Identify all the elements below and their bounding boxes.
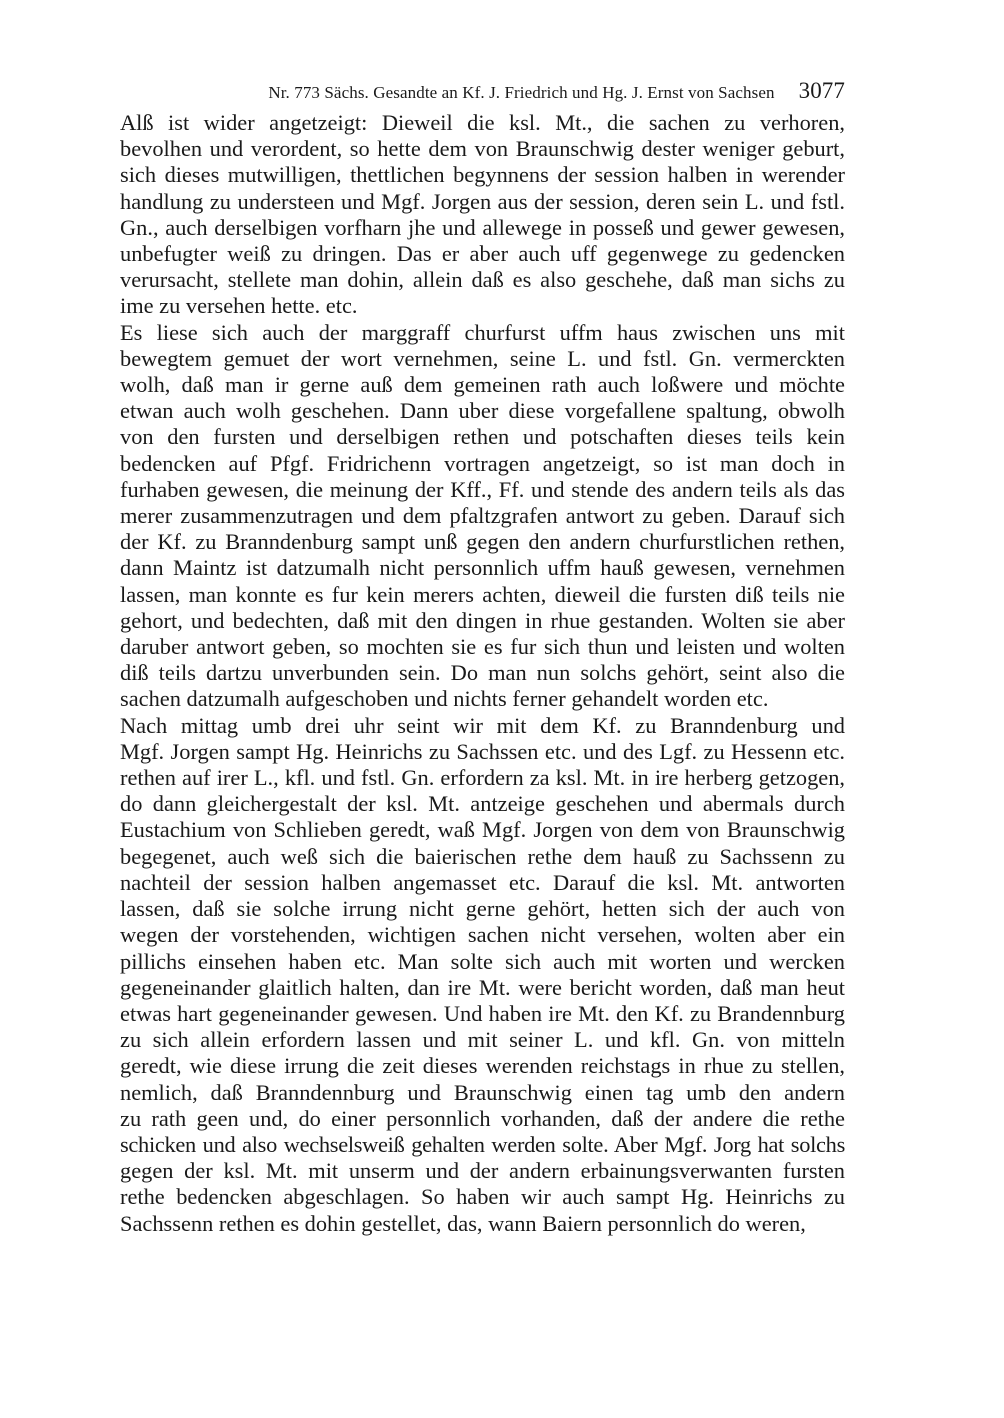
paragraph	[95, 110, 845, 320]
text-line: Gn., auch derselbigen vorfharn jhe und allewege in posseß und gewer gewesen,	[120, 214, 845, 240]
text-line: ime zu versehen hette. etc.	[120, 293, 358, 319]
body-text	[95, 110, 845, 1237]
text-line: bewegtem gemuet der wort vernehmen, seine L. und fstl. Gn. vermerckten	[120, 345, 845, 371]
text-line: gegeneinander glaitlich halten, dan ire Mt. were bericht worden, daß man heut	[120, 974, 845, 1000]
text-line: zu rath geen und, do einer personnlich vorhanden, daß der andere die rethe	[120, 1105, 845, 1131]
text-line: sich dieses mutwilligen, thettlichen begynnens der session halben in werender	[120, 162, 845, 188]
text-line: gehort, und bedechten, daß mit den dingen in rhue gestanden. Wolten sie aber	[120, 607, 845, 633]
text-line: Es liese sich auch der marggraff churfurst uffm haus zwischen uns mit	[120, 319, 845, 345]
text-line: Mgf. Jorgen sampt Hg. Heinrichs zu Sachssen etc. und des Lgf. zu Hessenn etc.	[120, 738, 845, 764]
text-line: etwan auch wolh geschehen. Dann uber diese vorgefallene spaltung, obwolh	[120, 398, 845, 424]
text-line: geredt, wie diese irrung die zeit dieses werenden reichstags in rhue zu stellen,	[120, 1053, 845, 1079]
text-line: unbefugter weiß zu dringen. Das er aber auch uff gegenwege zu gedencken	[120, 241, 845, 267]
text-line: handlung zu understeen und Mgf. Jorgen aus der session, deren sein L. und fstl.	[120, 188, 845, 214]
text-line: Sachssenn rethen es dohin gestellet, das, wann Baiern personnlich do weren,	[120, 1210, 806, 1236]
text-line: diß teils dartzu unverbunden sein. Do man nun solchs gehört, seint also die	[120, 660, 845, 686]
text-line: wegen der vorstehenden, wichtigen sachen nicht versehen, wolten aber ein	[120, 922, 845, 948]
text-line: nemlich, daß Branndennburg und Braunschwig einen tag umb den andern	[120, 1079, 845, 1105]
text-line: wolh, daß man ir gerne auß dem gemeinen rath auch loßwere und möchte	[120, 372, 845, 398]
document-page	[95, 78, 845, 1237]
text-line: furhaben gewesen, die meinung der Kff., Ff. und stende des andern teils als das	[120, 476, 845, 502]
page-number: 3077	[798, 78, 845, 103]
text-line: Nach mittag umb drei uhr seint wir mit dem Kf. zu Branndenburg und	[120, 712, 845, 738]
running-head	[95, 78, 845, 110]
paragraph	[95, 713, 845, 1237]
text-line: lassen, daß sie solche irrung nicht gerne gehört, hetten sich der auch von	[120, 896, 845, 922]
text-line: merer zusammenzutragen und dem pfaltzgrafen antwort zu geben. Darauf sich	[120, 503, 845, 529]
text-line: lassen, man konnte es fur kein merers achten, dieweil die fursten diß teils nie	[120, 581, 845, 607]
text-line: zu sich allein erfordern lassen und mit seiner L. und kfl. Gn. von mitteln	[120, 1027, 845, 1053]
text-line: pillichs einsehen haben etc. Man solte sich auch mit worten und wercken	[120, 948, 845, 974]
text-line: dann Maintz ist datzumalh nicht personnlich uffm hauß gewesen, vernehmen	[120, 555, 845, 581]
text-line: rethe bedencken abgeschlagen. So haben wir auch sampt Hg. Heinrichs zu	[120, 1184, 845, 1210]
text-line: rethen auf irer L., kfl. und fstl. Gn. erfordern za ksl. Mt. in ire herberg getzogen,	[120, 765, 845, 791]
text-line: Alß ist wider angetzeigt: Dieweil die ksl. Mt., die sachen zu verhoren,	[120, 110, 845, 135]
running-title: Nr. 773 Sächs. Gesandte an Kf. J. Friedrich und Hg. J. Ernst von Sachsen	[268, 83, 775, 102]
text-line: bevolhen und verordent, so hette dem von Braunschwig dester weniger geburt,	[120, 136, 845, 162]
text-line: nachteil der session halben angemasset etc. Darauf die ksl. Mt. antworten	[120, 869, 845, 895]
text-line: Eustachium von Schlieben geredt, waß Mgf. Jorgen von dem von Braunschwig	[120, 817, 845, 843]
text-line: von den fursten und derselbigen rethen und potschaften dieses teils kein	[120, 424, 845, 450]
text-line: bedencken auf Pfgf. Fridrichenn vortragen angetzeigt, so ist man doch in	[120, 450, 845, 476]
text-line: gegen der ksl. Mt. mit unserm und der andern erbainungsverwanten fursten	[120, 1158, 845, 1184]
paragraph	[95, 320, 845, 713]
text-line: sachen datzumalh aufgeschoben und nichts ferner gehandelt worden etc.	[120, 686, 769, 712]
text-line: verursacht, stellete man dohin, allein daß es also geschehe, daß man sichs zu	[120, 267, 845, 293]
text-line: etwas hart gegeneinander gewesen. Und haben ire Mt. den Kf. zu Brandennburg	[120, 1000, 845, 1026]
text-line: daruber antwort geben, so mochten sie es fur sich thun und leisten und wolten	[120, 634, 845, 660]
text-line: schicken und also wechselsweiß gehalten werden solte. Aber Mgf. Jorg hat solchs	[120, 1131, 845, 1157]
text-line: do dann gleichergestalt der ksl. Mt. antzeige geschehen und abermals durch	[120, 791, 845, 817]
text-line: der Kf. zu Branndenburg sampt unß gegen den andern churfurstlichen rethen,	[120, 529, 845, 555]
text-line: begegenet, auch weß sich die baierischen rethe dem hauß zu Sachssenn zu	[120, 843, 845, 869]
